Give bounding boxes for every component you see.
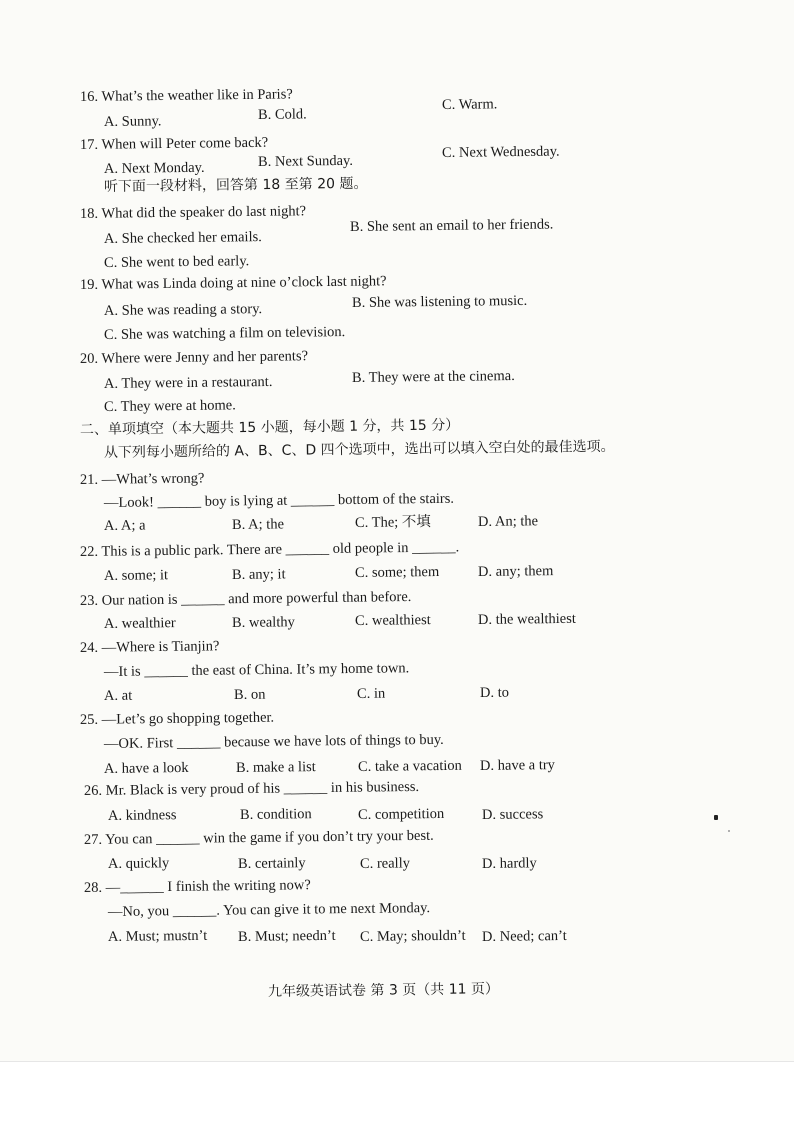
option-22-a: A. some; it	[103, 567, 169, 584]
option-23-b: B. wealthy	[231, 614, 295, 631]
option-18-b: B. She sent an email to her friends.	[349, 216, 554, 235]
option-20-a: A. They were in a restaurant.	[103, 373, 273, 392]
option-19-a: A. She was reading a story.	[103, 301, 263, 319]
question-20: 20. Where were Jenny and her parents?	[79, 348, 309, 367]
scan-dust-mark	[728, 830, 730, 832]
option-26-c: C. competition	[357, 805, 445, 823]
option-22-c: C. some; them	[354, 563, 440, 581]
option-27-a: A. quickly	[107, 855, 170, 872]
question-23: 23. Our nation is ______ and more powerful than before.	[79, 588, 412, 609]
option-21-a: A. A; a	[103, 517, 146, 534]
option-23-c: C. wealthiest	[354, 612, 431, 629]
option-21-d: D. An; the	[477, 513, 539, 530]
option-25-a: A. have a look	[103, 759, 189, 777]
option-27-d: D. hardly	[481, 855, 537, 872]
option-24-c: C. in	[356, 685, 386, 702]
scan-speck-mark	[714, 815, 718, 820]
question-28-line1: 28. —______ I finish the writing now?	[83, 877, 311, 896]
option-27-b: B. certainly	[237, 855, 306, 872]
option-28-a: A. Must; mustn’t	[107, 927, 208, 945]
option-19-b: B. She was listening to music.	[351, 292, 528, 311]
question-18: 18. What did the speaker do last night?	[79, 203, 307, 222]
question-19: 19. What was Linda doing at nine o’clock last night?	[79, 273, 387, 293]
question-25-line1: 25. —Let’s go shopping together.	[79, 709, 275, 728]
option-24-b: B. on	[233, 686, 266, 703]
option-17-c: C. Next Wednesday.	[441, 143, 560, 161]
option-24-d: D. to	[479, 684, 510, 701]
question-24-line2: —It is ______ the east of China. It’s my home town.	[103, 660, 410, 680]
option-20-b: B. They were at the cinema.	[351, 368, 515, 386]
option-26-b: B. condition	[239, 806, 312, 823]
question-26: 26. Mr. Black is very proud of his ______ in his business.	[83, 778, 420, 799]
option-23-d: D. the wealthiest	[477, 610, 576, 628]
option-20-c: C. They were at home.	[103, 397, 236, 415]
scan-bottom-margin	[0, 1061, 794, 1124]
option-28-b: B. Must; needn’t	[237, 927, 336, 945]
option-16-c: C. Warm.	[441, 96, 498, 113]
option-17-a: A. Next Monday.	[103, 159, 205, 177]
question-25-line2: —OK. First ______ because we have lots of things to buy.	[103, 731, 444, 752]
option-28-d: D. Need; can’t	[481, 927, 567, 945]
option-24-a: A. at	[103, 687, 133, 704]
option-21-c: C. The; 不填	[354, 514, 431, 531]
question-16: 16. What’s the weather like in Paris?	[79, 86, 293, 105]
option-17-b: B. Next Sunday.	[257, 152, 354, 170]
question-27: 27. You can ______ win the game if you don’t try your best.	[83, 827, 434, 848]
option-19-c: C. She was watching a film on television.	[103, 324, 346, 343]
option-22-d: D. any; them	[477, 563, 554, 580]
option-22-b: B. any; it	[231, 566, 286, 583]
option-16-a: A. Sunny.	[103, 113, 162, 130]
question-21-line1: 21. —What’s wrong?	[79, 470, 205, 488]
option-23-a: A. wealthier	[103, 615, 176, 632]
section-2-heading: 二、单项填空（本大题共 15 小题，每小题 1 分，共 15 分）	[79, 417, 460, 438]
instruction-18-20: 听下面一段材料，回答第 18 至第 20 题。	[103, 175, 368, 195]
question-21-line2: —Look! ______ boy is lying at ______ bottom of the stairs.	[103, 490, 455, 511]
option-25-b: B. make a list	[235, 759, 316, 776]
option-26-d: D. success	[481, 806, 544, 823]
option-16-b: B. Cold.	[257, 106, 307, 123]
question-28-line2: —No, you ______. You can give it to me next Monday.	[107, 900, 431, 920]
section-2-instruction: 从下列每小题所给的 A、B、C、D 四个选项中，选出可以填入空白处的最佳选项。	[103, 438, 615, 461]
option-28-c: C. May; shouldn’t	[359, 927, 466, 945]
option-18-c: C. She went to bed early.	[103, 253, 250, 271]
question-24-line1: 24. —Where is Tianjin?	[79, 638, 220, 656]
option-18-a: A. She checked her emails.	[103, 229, 262, 247]
question-22: 22. This is a public park. There are ______ old people in ______.	[79, 539, 460, 560]
page-footer: 九年级英语试卷 第 3 页（共 11 页）	[267, 981, 500, 1000]
option-25-d: D. have a try	[479, 757, 555, 774]
question-17: 17. When will Peter come back?	[79, 134, 269, 153]
option-25-c: C. take a vacation	[357, 757, 462, 775]
option-26-a: A. kindness	[107, 807, 177, 824]
option-27-c: C. really	[359, 855, 411, 872]
option-21-b: B. A; the	[231, 516, 285, 533]
